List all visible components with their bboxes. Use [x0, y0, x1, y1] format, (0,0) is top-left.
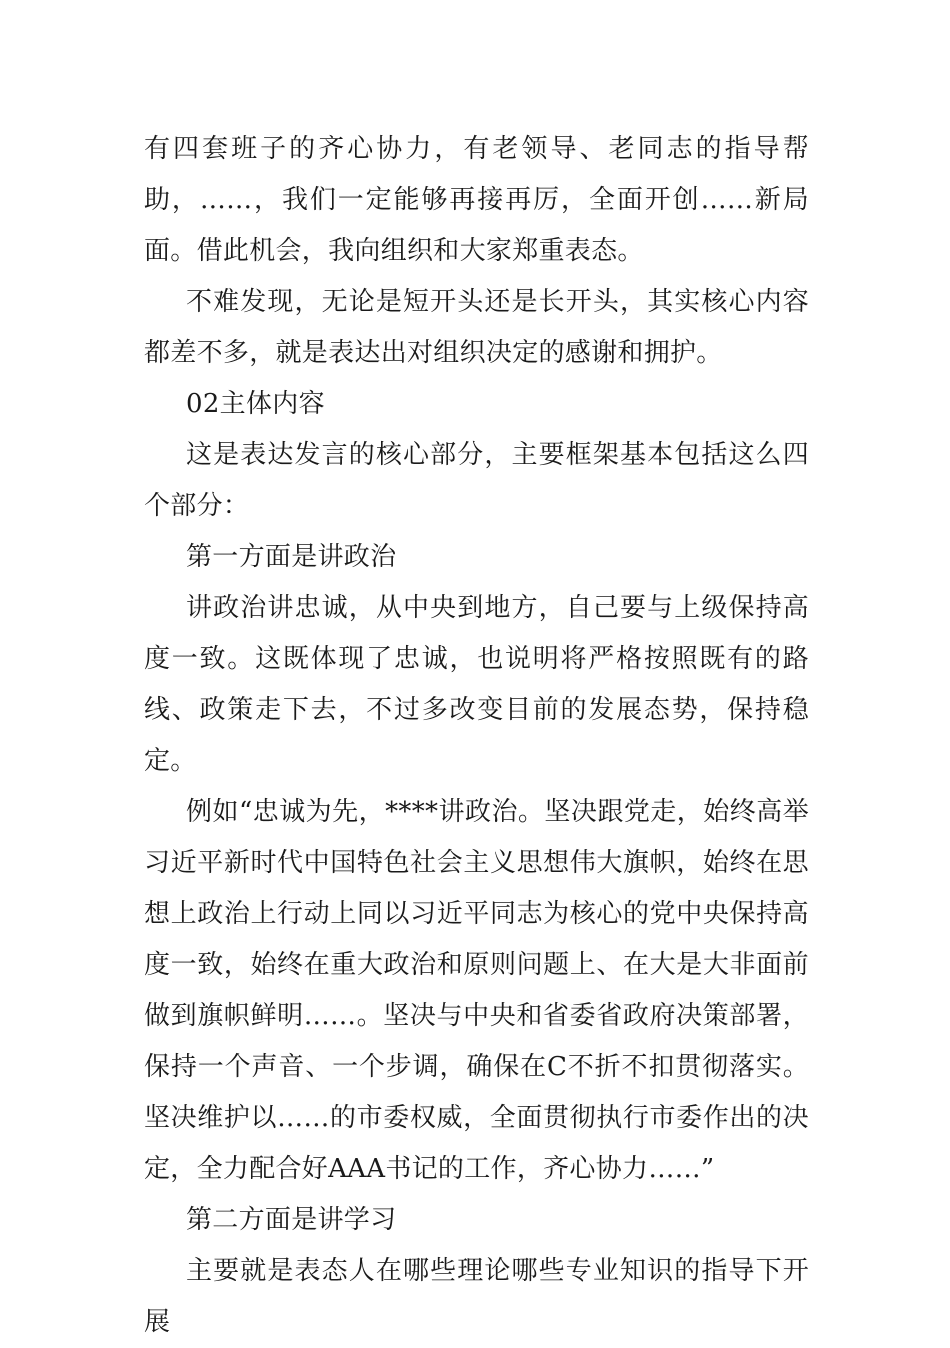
- paragraph-learning: 主要就是表态人在哪些理论哪些专业知识的指导下开展: [144, 1256, 809, 1337]
- subheading-learning: 第二方面是讲学习: [186, 1205, 397, 1235]
- paragraph-politics: 讲政治讲忠诚，从中央到地方，自己要与上级保持高度一致。这既体现了忠诚，也说明将严格按照既有的路线、政策走下去，不过多改变目前的发展态势，保持稳定。: [144, 593, 809, 776]
- section-heading-main-content: 02主体内容: [186, 389, 325, 419]
- paragraph-continued: 有四套班子的齐心协力，有老领导、老同志的指导帮助，……，我们一定能够再接再厉，全面开创……新局面。借此机会，我向组织和大家郑重表态。: [144, 134, 809, 266]
- document-body: [144, 124, 809, 1348]
- paragraph-framework-intro: 这是表达发言的核心部分，主要框架基本包括这么四个部分：: [144, 440, 809, 521]
- subheading-politics: 第一方面是讲政治: [186, 542, 397, 572]
- paragraph-politics-example: 例如“忠诚为先，****讲政治。坚决跟党走，始终高举习近平新时代中国特色社会主义思想伟大旗帜，始终在思想上政治上行动上同以习近平同志为核心的党中央保持高度一致，始终在重大政治和原则问题上、在大是大非面前做到旗帜鲜明……。坚决与中央和省委省政府决策部署，保持一个声音、一个步调，确保在C不折不扣贯彻落实。坚决维护以……的市委权威，全面贯彻执行市委作出的决定，全力配合好AAA书记的工作，齐心协力……”: [144, 797, 809, 1184]
- paragraph-summary: 不难发现，无论是短开头还是长开头，其实核心内容都差不多，就是表达出对组织决定的感谢和拥护。: [144, 287, 809, 368]
